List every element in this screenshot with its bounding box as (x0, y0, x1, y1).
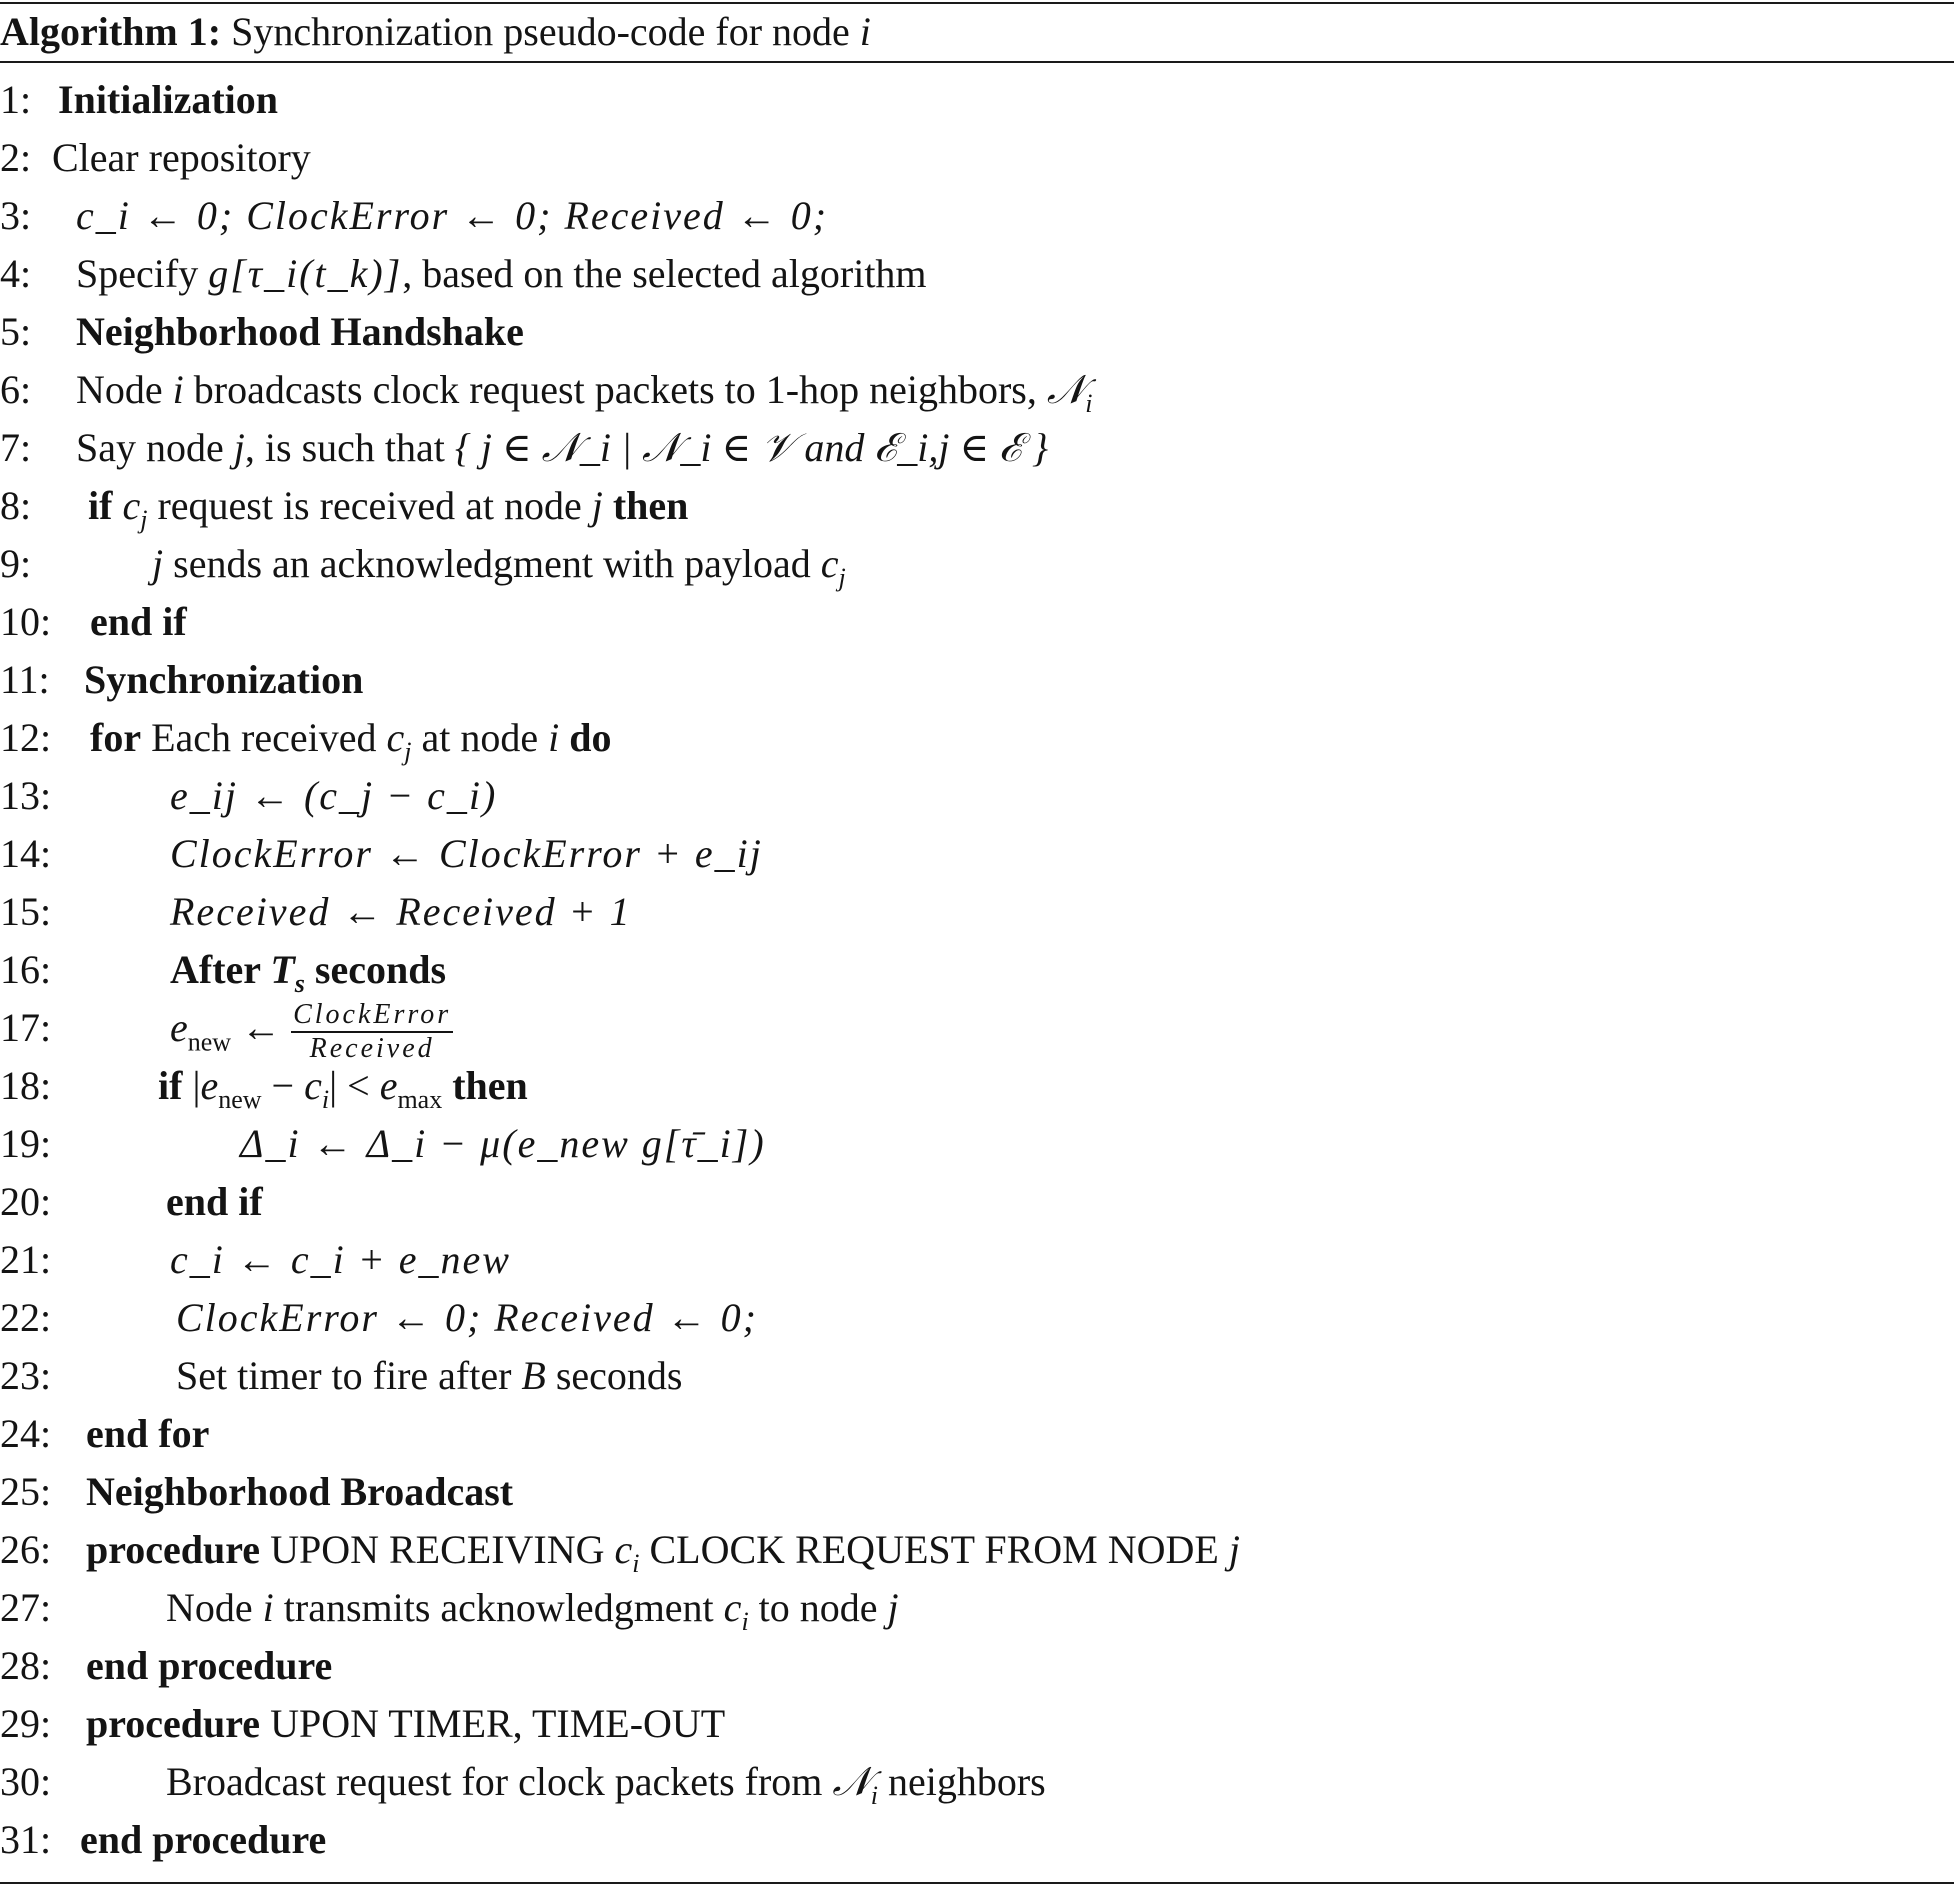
line-text: transmits acknowledgment (273, 1585, 724, 1630)
node-variable: j (233, 425, 245, 470)
line-text: sends an acknowledgment with payload (163, 541, 821, 586)
delay-variable: B (521, 1353, 546, 1398)
caption-label: Algorithm 1: (0, 9, 222, 54)
line-text: , is such that (244, 425, 455, 470)
code-line-15 (0, 883, 632, 941)
code-line-4 (0, 245, 927, 303)
line-number: 27: (0, 1585, 52, 1630)
line-number: 20: (0, 1179, 52, 1224)
line-text: Broadcast request for clock packets from (166, 1759, 833, 1804)
keyword-end-if: end if (90, 599, 187, 644)
node-variable: j (152, 541, 164, 586)
line-number: 19: (0, 1121, 52, 1166)
math-expression: e_ij ← (c_j − c_i) (170, 773, 498, 818)
line-number: 13: (0, 773, 52, 818)
code-line-26: 26: procedure UPON RECEIVING $c_i$ CLOCK REQUEST FROM NODE j (0, 1521, 1240, 1579)
line-text: After (170, 947, 271, 992)
keyword-if: if (88, 483, 113, 528)
line-number: 12: (0, 715, 52, 760)
code-line-28 (0, 1637, 332, 1695)
code-line-23 (0, 1347, 683, 1405)
math-expression: ClockError ← 0; Received ← 0; (176, 1295, 758, 1340)
line-number: 26: (0, 1527, 52, 1572)
code-line-5 (0, 303, 524, 361)
line-number: 10: (0, 599, 52, 644)
fraction-numerator: ClockError (291, 999, 453, 1033)
code-line-19 (0, 1115, 766, 1173)
line-number: 15: (0, 889, 52, 934)
node-variable: i (548, 715, 560, 760)
line-number: 2: (0, 135, 32, 180)
code-line-29 (0, 1695, 725, 1753)
code-line-7 (0, 419, 1048, 477)
code-line-16: 16: After $T_s$ seconds (0, 941, 446, 999)
math-expression: ClockError ← ClockError + e_ij (170, 831, 763, 876)
keyword-for: for (90, 715, 142, 760)
line-text: Specify (76, 251, 209, 296)
line-number: 23: (0, 1353, 52, 1398)
math-expression: c_i ← c_i + e_new (170, 1237, 511, 1282)
line-text: CLOCK REQUEST FROM NODE (639, 1527, 1229, 1572)
section-heading: Neighborhood Handshake (76, 309, 524, 354)
line-text: Node (166, 1585, 263, 1630)
code-line-30: 30: Broadcast request for clock packets from 𝒩$_i$ neighbors (0, 1753, 1046, 1811)
math-expression: c_i ← 0; ClockError ← 0; Received ← 0; (76, 193, 829, 238)
section-heading: Synchronization (84, 657, 364, 702)
line-text: Clear repository (52, 135, 311, 180)
code-line-14 (0, 825, 763, 883)
keyword-end-procedure: end procedure (80, 1817, 327, 1862)
period-variable: T (270, 947, 295, 992)
node-variable: i (262, 1585, 274, 1630)
code-line-12: 12: for Each received $c_j$ at node i do (0, 709, 611, 767)
line-number: 9: (0, 541, 32, 586)
code-line-22 (0, 1289, 758, 1347)
line-text: request is received at node (147, 483, 592, 528)
line-text: Set timer to fire after (176, 1353, 522, 1398)
keyword-end-if: end if (166, 1179, 263, 1224)
line-text: UPON RECEIVING (260, 1527, 615, 1572)
keyword-then: then (452, 1063, 528, 1108)
keyword-procedure: procedure (86, 1527, 261, 1572)
line-number: 8: (0, 483, 32, 528)
math-expression: Δ_i ← Δ_i − μ(e_new g[τ̄_i]) (240, 1121, 766, 1166)
line-number: 16: (0, 947, 52, 992)
keyword-end-procedure: end procedure (86, 1643, 333, 1688)
line-text: , based on the selected algorithm (402, 251, 927, 296)
code-line-8: 8: if $c_j$ request is received at node j then (0, 477, 688, 535)
code-line-21 (0, 1231, 511, 1289)
set-expression: { j ∈ 𝒩_i | 𝒩_i ∈ 𝒱 and ℰ_i,j ∈ ℰ } (454, 425, 1049, 470)
bottom-rule (0, 1882, 1954, 1884)
code-line-20 (0, 1173, 263, 1231)
caption-rule (0, 61, 1954, 63)
code-line-27: 27: Node i transmits acknowledgment $c_i$ to node j (0, 1579, 899, 1637)
keyword-procedure: procedure (86, 1701, 261, 1746)
code-line-9: 9: j sends an acknowledgment with payload $c_j$ (0, 535, 846, 593)
code-line-2 (0, 129, 311, 187)
caption-node-var: i (859, 9, 871, 54)
line-text: seconds (545, 1353, 683, 1398)
code-line-11 (0, 651, 363, 709)
section-heading: Initialization (58, 77, 279, 122)
line-number: 11: (0, 657, 50, 702)
code-line-25 (0, 1463, 513, 1521)
line-text: Node (76, 367, 173, 412)
keyword-do: do (569, 715, 612, 760)
line-number: 17: (0, 1005, 52, 1051)
line-number: 3: (0, 193, 32, 238)
line-number: 14: (0, 831, 52, 876)
line-text: seconds (304, 947, 447, 992)
line-text: neighbors (877, 1759, 1046, 1804)
line-number: 30: (0, 1759, 52, 1804)
fraction-denominator: Received (309, 1033, 435, 1064)
node-variable: j (591, 483, 603, 528)
line-number: 21: (0, 1237, 52, 1282)
line-text: UPON TIMER, TIME-OUT (260, 1701, 726, 1746)
line-number: 25: (0, 1469, 52, 1514)
code-line-24 (0, 1405, 209, 1463)
code-line-6: 6: Node i broadcasts clock request packets to 1-hop neighbors, 𝒩$_i$ (0, 361, 1092, 419)
line-text: Say node (76, 425, 234, 470)
node-variable: j (887, 1585, 899, 1630)
line-number: 18: (0, 1063, 52, 1108)
math-expression: g[τ_i(t_k)] (208, 251, 403, 296)
code-line-18: 18: if $|e_{new} - c_i| < e_{max}$ then (0, 1057, 528, 1115)
line-text: to node (748, 1585, 888, 1630)
keyword-then: then (612, 483, 689, 528)
line-text: broadcasts clock request packets to 1-hop neighbors, (183, 367, 1047, 412)
keyword-end-for: end for (86, 1411, 210, 1456)
fraction (291, 999, 453, 1065)
caption-text: Synchronization pseudo-code for node (231, 9, 850, 54)
line-number: 28: (0, 1643, 52, 1688)
algorithm-caption (0, 4, 871, 60)
line-text: Each received (141, 715, 387, 760)
math-expression: Received ← Received + 1 (170, 889, 632, 934)
code-line-31 (0, 1811, 326, 1869)
code-line-10 (0, 593, 187, 651)
code-line-17: 17: $e_{new}$ ← $\frac{\text{ClockError}}{\text{Received}}$ (0, 999, 452, 1064)
code-line-1 (0, 71, 278, 129)
line-number: 6: (0, 367, 32, 412)
line-number: 5: (0, 309, 32, 354)
line-number: 4: (0, 251, 32, 296)
line-number: 24: (0, 1411, 52, 1456)
keyword-if: if (158, 1063, 183, 1108)
line-number: 22: (0, 1295, 52, 1340)
section-heading: Neighborhood Broadcast (86, 1469, 514, 1514)
line-number: 31: (0, 1817, 52, 1862)
node-variable: i (172, 367, 184, 412)
code-line-3 (0, 187, 828, 245)
line-number: 29: (0, 1701, 52, 1746)
line-text: at node (411, 715, 549, 760)
neighbor-set-symbol: 𝒩 (1046, 367, 1086, 412)
node-variable: j (1228, 1527, 1240, 1572)
line-number: 1: (0, 77, 32, 122)
line-number: 7: (0, 425, 32, 470)
code-line-13 (0, 767, 497, 825)
